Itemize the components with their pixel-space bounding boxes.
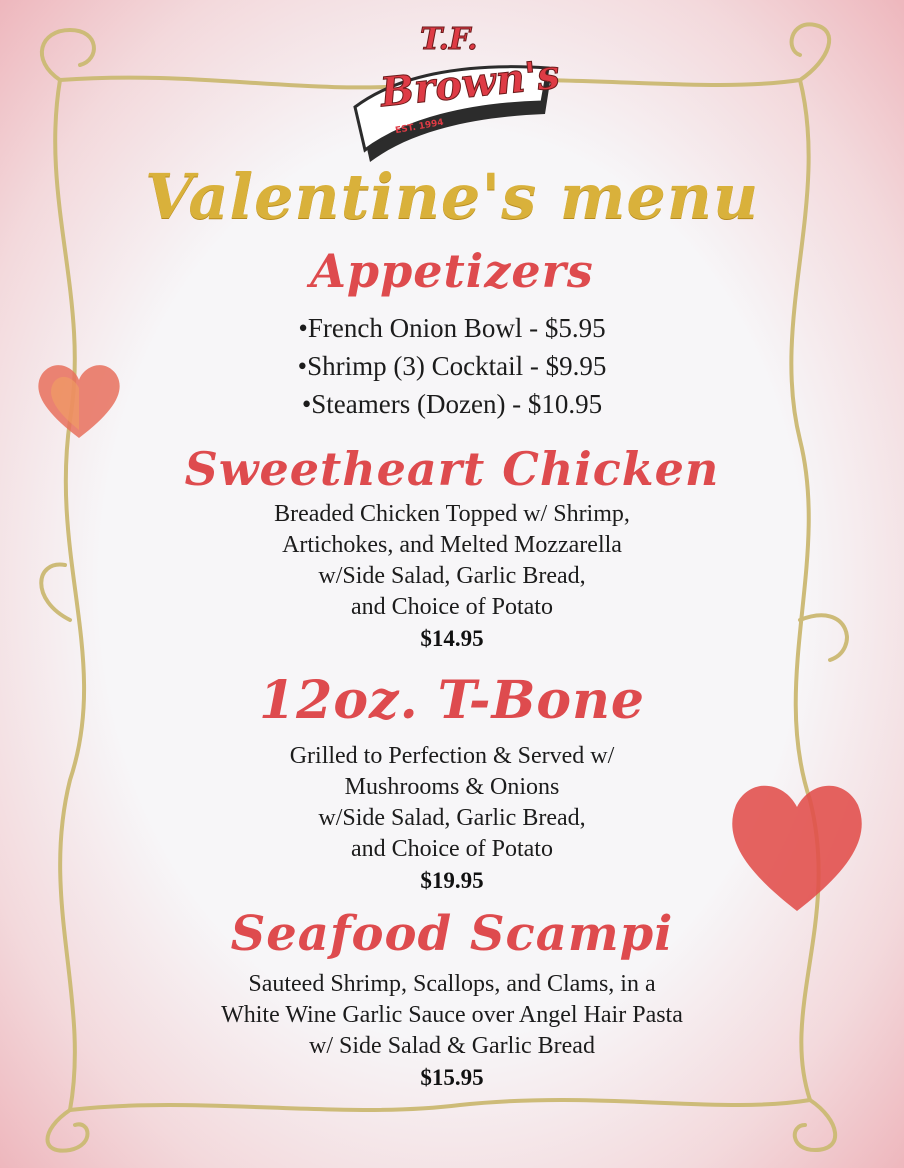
description-line: and Choice of Potato — [351, 594, 553, 620]
description-line: w/ Side Salad & Garlic Bread — [309, 1033, 595, 1059]
appetizers-heading: Appetizers — [310, 244, 594, 298]
sweetheart-chicken-description — [0, 499, 904, 654]
description-line: Artichokes, and Melted Mozzarella — [282, 532, 622, 558]
list-item: •Steamers (Dozen) - $10.95 — [301, 389, 603, 419]
description-line: w/Side Salad, Garlic Bread, — [318, 563, 586, 589]
sweetheart-chicken-heading: Sweetheart Chicken — [184, 442, 720, 496]
seafood-scampi-heading: Seafood Scampi — [230, 906, 674, 962]
description-line: White Wine Garlic Sauce over Angel Hair Pasta — [221, 1002, 683, 1028]
seafood-scampi-description — [0, 969, 904, 1093]
price: $15.95 — [420, 1065, 484, 1090]
page-title: Valentine's menu — [144, 160, 760, 233]
tbone-heading: 12oz. T-Bone — [259, 670, 645, 731]
logo-text-main: Brown's — [378, 50, 562, 117]
brand-logo — [350, 22, 560, 167]
price: $19.95 — [420, 868, 484, 893]
description-line: w/Side Salad, Garlic Bread, — [318, 805, 586, 831]
description-line: Sauteed Shrimp, Scallops, and Clams, in a — [248, 971, 656, 997]
logo-text-top: T.F. — [420, 22, 478, 57]
price: $14.95 — [420, 626, 484, 651]
tbone-description — [0, 741, 904, 896]
description-line: Mushrooms & Onions — [344, 774, 560, 800]
description-line: Grilled to Perfection & Served w/ — [289, 743, 615, 769]
appetizers-list — [0, 309, 904, 423]
list-item: •French Onion Bowl - $5.95 — [298, 313, 606, 343]
logo-est: EST. 1994 — [394, 117, 445, 137]
description-line: and Choice of Potato — [351, 836, 553, 862]
list-item: •Shrimp (3) Cocktail - $9.95 — [297, 351, 607, 381]
description-line: Breaded Chicken Topped w/ Shrimp, — [274, 501, 630, 527]
